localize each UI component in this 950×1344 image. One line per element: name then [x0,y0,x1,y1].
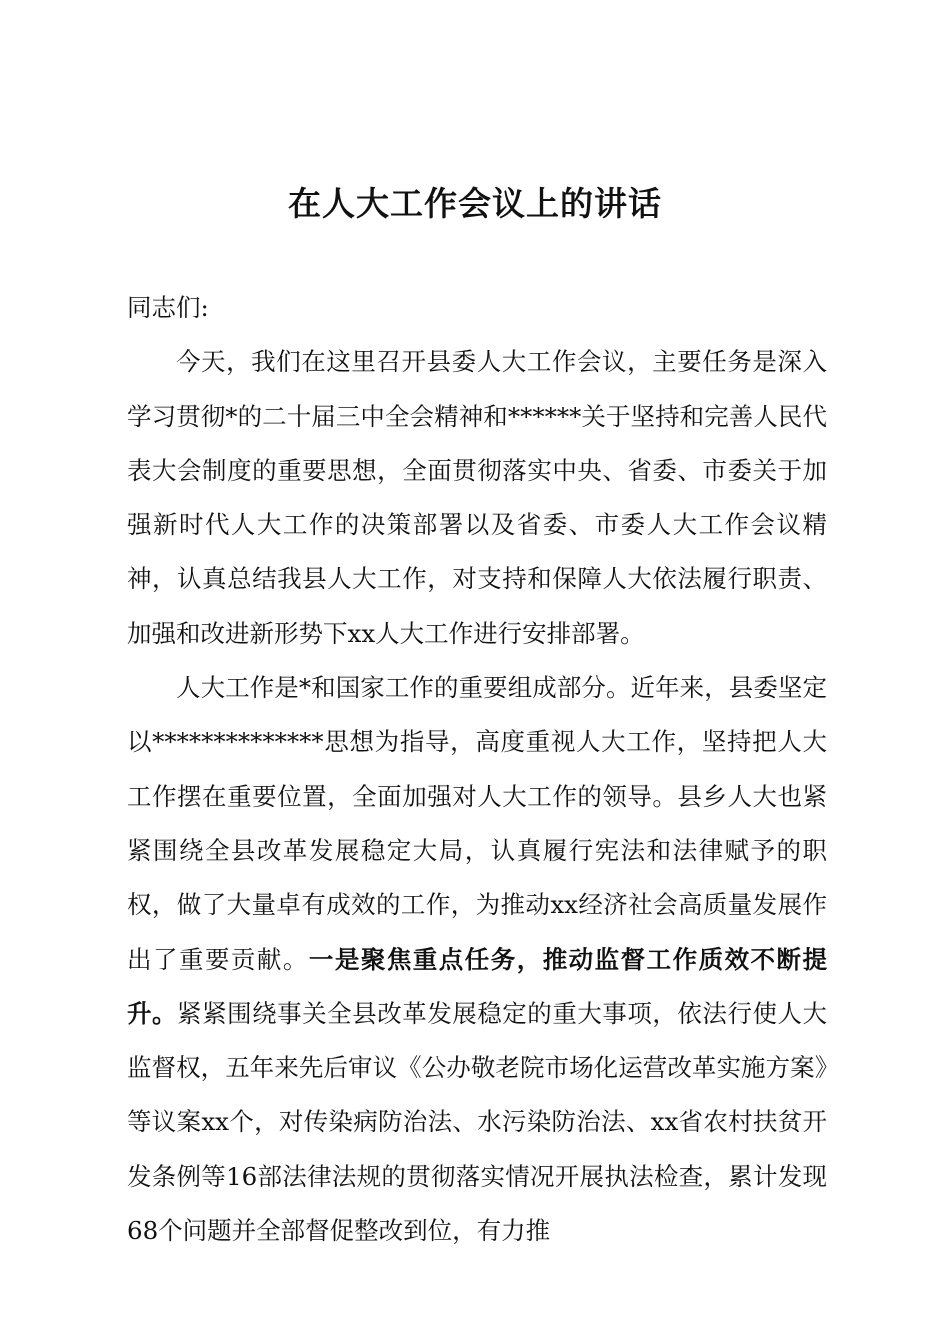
paragraph-2-text-a: 人大工作是*和国家工作的重要组成部分。近年来，县委坚定以**************思想为指导，高度重视人大工作，坚持把人大工作摆在重要位置，全面加强对人大工作的领导。县乡人大也紧紧围绕全县改革发展稳定大局，认真履行宪法和法律赋予的职权，做了大量卓有成效的工作，为推动xx经济社会高质量发展作出了重要贡献。 [127,673,827,974]
paragraph-2-text-b: 紧紧围绕事关全县改革发展稳定的重大事项，依法行使人大监督权，五年来先后审议《公办敬老院市场化运营改革实施方案》等议案xx个，对传染病防治法、水污染防治法、xx省农村扶贫开发条例等16部法律法规的贯彻落实情况开展执法检查，累计发现68个问题并全部督促整改到位，有力推 [127,998,828,1246]
paragraph-2-bold-heading: 一是聚焦重点任务，推动监督工作质效不断提升。 [127,944,828,1028]
paragraph-2 [127,661,827,1258]
document-body [127,281,827,1258]
paragraph-1: 今天，我们在这里召开县委人大工作会议，主要任务是深入学习贯彻*的二十届三中全会精神和******关于坚持和完善人民代表大会制度的重要思想，全面贯彻落实中央、省委、市委关于加强新时代人大工作的决策部署以及省委、市委人大工作会议精神，认真总结我县人大工作，对支持和保障人大依法履行职责、加强和改进新形势下xx人大工作进行安排部署。 [127,347,827,648]
document-title: 在人大工作会议上的讲话 [288,184,662,223]
salutation: 同志们: [127,293,209,322]
